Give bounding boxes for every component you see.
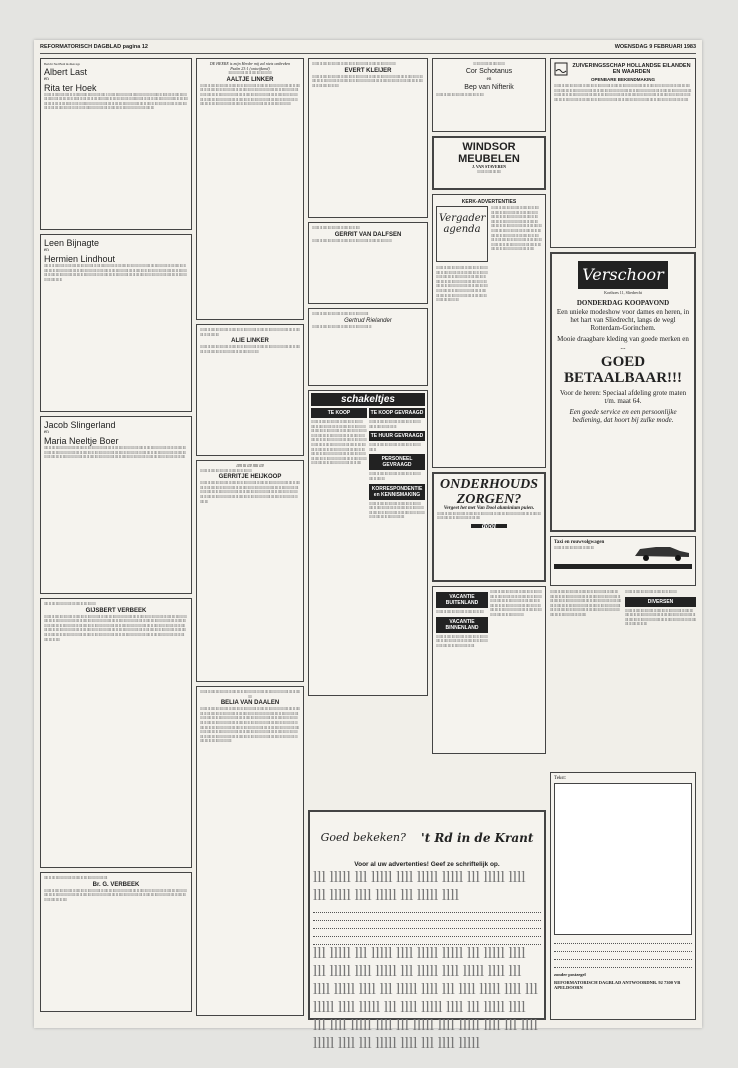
- vacation-grid: [436, 590, 542, 648]
- heren-grote-maten: Voor de heren: Speciaal afdeling grote maten t/m. maat 64.: [559, 388, 687, 405]
- zuiv-subtitle: OPENBARE BEKENDMAKING: [590, 77, 655, 82]
- intro-text: lllll lll llll lllll llll lll lllll llll lllll lll llll: [228, 71, 272, 76]
- groom-name: Albert Last: [44, 66, 88, 77]
- van-dool-advert: [432, 472, 546, 582]
- masthead: [40, 43, 696, 54]
- notice-intro: lllll lll llll lllll llll lll lllll llll lllll lll llll lllll llll: [44, 602, 96, 606]
- rd-in-de-krant: 't Rd in de Krant: [421, 831, 534, 845]
- goed-betaalbaar: GOED BETAALBAAR!!!: [563, 353, 683, 386]
- schakeltjes-banner: schakeltjes: [311, 393, 425, 406]
- column-2: [196, 58, 304, 1023]
- vacation-classifieds: [432, 586, 546, 754]
- family-list: lll lllll lll lllll llll lllll lllll lll lllll llll lll lllll llll lllll lll lllll llll lllll llll lll: [312, 238, 392, 243]
- intro-text: lll lllll lll lllll llll lllll lllll lll lllll llll lll lllll llll lllll lll lllll llll lllll llll lll llll lllll llll lll lllll llll: [200, 690, 300, 699]
- classified-text: lll lllll lll lllll llll lllll lllll lll lllll llll lll lllll llll: [625, 590, 677, 594]
- category-te-koop: TE KOOP: [311, 408, 367, 418]
- announcement-slingerland-boer: [40, 416, 192, 594]
- waterboard-emblem-icon: [554, 62, 568, 76]
- goed-bekeken: Goed bekeken?: [320, 831, 406, 844]
- death-notice-heijkoop: [196, 460, 304, 682]
- taxi-advert: [550, 536, 696, 586]
- category-te-huur-gevraagd: TE HUUR GEVRAAGD: [370, 433, 424, 440]
- classified-text: lll lllll lll lllll llll lllll lllll lll lllll llll lll lllll llll lllll lll lllll llll lllll llll lll llll lllll llll lll lllll llll lll llll lllll llll lll lllll llll lllll lll llll lllll llll lll lllll llll lll llll lllll llll lll lllll llll lllll llll lll llll lllll llll lll lllll llll lll llll lllll llll lll lllll llll lllll lll llll lllll llll lll lllll llll lll llll lllll llll lll lllll llll lllll lll llll lllll llll lll lllll llll lll llll lllll llll lll lllll llll lllll lll llll lllll: [550, 590, 621, 617]
- death-notice-van-daalen: [196, 686, 304, 1016]
- order-form: [550, 772, 696, 1020]
- engagement-schotanus-nifterik: [432, 58, 546, 132]
- family-list: lll lllll lll lllll llll lllll lllll lll lllll llll lll lllll llll lllll lll lllll llll lllll llll lll llll lllll llll lll lllll llll lll llll lllll llll lll lllll llll lllll lll llll lllll llll lll lllll llll lll llll lllll llll lll lllll llll lllll llll lll llll lllll llll lll lllll llll lll llll lllll llll lll lllll llll lllll lll llll lllll llll lll lllll llll lll llll lllll llll lll lllll llll lllll lll llll lllll llll lll lllll llll lll llll lllll llll lll lllll llll lllll lll llll lllll llll lll lllll llll lll llll lllll llll lll lllll llll lllll lll llll lllll llll lll lllll llll lll llll lllll llll lll lllll llll lllll lll llll lllll llll lll lllll llll lll llll lllll llll lll lllll llll lllll lll llll lllll llll lll lllll llll lll llll lllll llll lll lllll llll lllll lll llll lllll llll lll lllll llll lll llll lllll llll lll lllll llll lllll lll llll lllll llll lll lllll llll lll llll lllll llll lll lllll: [200, 707, 300, 744]
- groom-name: Leen Bijnagte: [44, 238, 100, 248]
- church-row: [436, 206, 542, 303]
- ad-text: lll lllll lll lllll llll lllll lllll lll lllll llll lll lllll llll lllll lll lllll llll: [369, 472, 421, 481]
- mooie-kleding-text: Mooie draagbare kleding van goede merken en ...: [557, 334, 689, 351]
- taxi-title: Taxi en rouwvolgwagen: [554, 540, 605, 545]
- vergader-agenda-logo: Vergader agenda: [436, 206, 488, 262]
- advert-body: lll lllll lll lllll llll lllll lllll lll lllll llll lll lllll llll lllll lll lllll llll lllll llll lll llll lllll llll lll lllll llll lll llll lllll llll lll lllll llll lllll lll llll lllll: [437, 511, 541, 521]
- form-line[interactable]: [554, 945, 692, 952]
- intro-text: lll lllll lll lllll llll lllll lllll lll lllll llll lll lllll llll lllll lll lllll llll lllll llll lll llll lllll llll lll lllll llll lll llll lllll llll: [200, 328, 300, 337]
- notice-body-text: lll lllll lll llllll lllll lllll lll lll llllll lllllll llllll llll llll lllll ll lll lllll llllll lll llll lllll llllll lllll lll llll lll lllllll lll llllll llll lll lllll lllll lll llll lllllll lllll llll llll llll lll lllllll lll llll llll lll llll llllll lllllll lll llll llll lllll llll lll lllllll llllll lll llll lll lllll llllll lll lll lllllll lll llll lllll llll llll lll llll lll llll lllllll lll llll lll lllllll llll lll llll llll lllll llll lll llll llll lllll lll llll llllll llll lll lllll lll llll lllll llll lll lllll lll lllll lllll llll lll llll llll lllll lllll llll lll llll lll llll lllllll llll lll lllll llll lll lllll llll lll lllll llll lll llll lll lllll lllll llll: [44, 92, 188, 111]
- connector-en: en: [486, 76, 492, 82]
- masthead-date: WOENSDAG 9 FEBRUARI 1983: [614, 44, 696, 50]
- church-services: [432, 194, 546, 468]
- family-list: lll lllll lll lllll llll lllll lllll lll lllll llll lll lllll llll lllll lll lllll llll lllll llll lll llll lllll llll lll lllll llll lll llll lllll llll lll lllll llll lllll lll llll lllll llll lll lllll llll lll llll lllll llll lll lllll llll lllll llll lll llll lllll llll lll lllll llll lll llll lllll llll lll lllll: [312, 74, 423, 88]
- form-line[interactable]: [313, 938, 541, 945]
- bride-name: Hermien Lindhout: [44, 254, 116, 264]
- promo-title: Voor al uw advertenties! Geef ze schriftelijk op.: [354, 861, 500, 868]
- windsor-title: WINDSOR MEUBELEN: [458, 141, 520, 165]
- verse-reference: Psalm 23:1 (ontwijkend): [230, 65, 270, 71]
- category-correspondentie: KORRESPONDENTIE en KENNISMAKING: [369, 484, 425, 500]
- notice-body-text: lll lllll lll lllll llll lllll lllll lll lllll llll lll lllll llll lllll lll lllll llll lllll llll lll llll lllll llll lll lllll llll lll llll lllll llll lll lllll llll lllll lll llll lllll llll lll lllll llll lll llll lllll llll lll lllll llll lllll llll lll llll lllll llll lll lllll llll lll llll lllll llll lll lllll llll lllll lll llll lllll llll lll lllll llll lll llll lllll llll lll lllll: [44, 888, 187, 902]
- classified-text: lll lllll lll lllll llll lllll lllll lll lllll llll lll lllll llll lllll lll lllll llll lllll llll lll llll lllll llll lll lllll llll lll llll lllll llll lll lllll llll lllll lll llll lllll llll lll lllll llll lll llll lllll llll lll lllll llll lllll llll lll llll lllll llll lll lllll llll lll llll: [625, 608, 696, 627]
- connector-en: en: [44, 76, 49, 82]
- promo-logos: [313, 815, 541, 861]
- notice-body-text: lll lllll lll lllll llll lllll lllll lll lllll llll lll lllll: [436, 92, 484, 97]
- groom-name: Jacob Slingerland: [44, 420, 116, 430]
- notice-caption: Bericht Ned Budt molhen nge: [44, 62, 80, 66]
- deceased-name: EVERT KLEIJER: [344, 67, 392, 74]
- form-line[interactable]: [554, 937, 692, 944]
- form-line[interactable]: [313, 922, 541, 929]
- deceased-name: Gertrud Rielander: [344, 317, 392, 324]
- car-icon: [632, 540, 692, 562]
- announcement-last-terhoek: [40, 58, 192, 230]
- bride-name: Rita ter Hoek: [44, 82, 97, 93]
- notice-body-text: lll lllll lll lllll llll lllll lllll lll lllll llll lll lllll llll lllll lll: [312, 324, 372, 329]
- category-personeel: PERSONEEL GEVRAAGD: [369, 454, 425, 470]
- kerk-heading: KERK-ADVERTENTIES: [461, 199, 517, 205]
- newspaper-page: [34, 40, 702, 1052]
- death-notice-linker: [196, 58, 304, 320]
- koopavond-heading: DONDERDAG KOOPAVOND: [576, 298, 670, 307]
- bride-name: Bep van Nifterik: [464, 83, 514, 91]
- announcement-bijnagte-lindhout: [40, 234, 192, 412]
- windsor-subtitle: J. VAN STAVEREN: [471, 164, 507, 169]
- deceased-name: ALIE LINKER: [231, 338, 269, 345]
- ad-text: lll lllll lll lllll llll lllll lllll lll lllll llll lll lllll llll lllll lll lllll llll lllll llll lll llll lllll llll lll lllll llll lll llll lllll llll lll lllll llll lllll lll llll lllll llll lll lllll llll lll llll lllll llll lll lllll llll lllll llll lll llll lllll llll lll lllll llll lll llll lllll llll lll lllll llll lllll lll llll lllll llll lll lllll llll lll llll lllll llll lll lllll llll lllll lll llll lllll llll lll lllll llll lll llll lllll llll lll lllll llll lllll lll llll lllll llll lll lllll llll lll llll lllll llll lll lllll llll lllll lll llll lllll llll lll lllll llll lll llll lllll llll lll lllll llll lllll lll llll lllll llll lll lllll llll lll llll lllll llll lll lllll: [311, 420, 367, 466]
- advertise-with-us-promo: [308, 810, 546, 1052]
- column5-classifieds: [550, 590, 696, 726]
- promo-conditions: lll lllll lll lllll llll lllll lllll lll lllll llll lll lllll llll lllll lll lllll llll lllll llll lll llll lllll llll lll lllll llll lll llll lllll llll lll lllll llll lllll lll llll lllll llll lll lllll llll lll llll lllll llll lll lllll llll lllll llll lll llll lllll llll lll lllll llll lll llll lllll: [313, 944, 538, 1052]
- taxi-details: lll lllll lll lllll llll lllll lllll lll lllll llll: [554, 546, 594, 550]
- zuiveringsschap-notice: [550, 58, 696, 248]
- verschoor-advert: [550, 252, 696, 532]
- taxi-text: [554, 540, 614, 562]
- onderhouds-headline: ONDERHOUDS ZORGEN?: [439, 477, 538, 507]
- diversen-section: [625, 590, 696, 726]
- family-list: lll lllll lll lllll llll lllll lllll lll lllll llll lll lllll llll lllll lll lllll llll lllll llll lll llll lllll llll lll lllll llll lll llll lllll llll lll lllll llll lllll lll llll lllll llll lll lllll llll lll llll lllll llll lll lllll llll lllll llll lll llll lllll llll lll lllll llll lll llll lllll llll lll lllll llll lllll lll llll lllll llll lll lllll llll lll llll lllll llll lll lllll llll lllll lll llll lllll llll lll lllll llll lll llll lllll llll lll lllll llll lllll lll llll lllll llll lll lllll llll lll llll lllll llll lll lllll llll lllll lll llll lllll llll lll lllll llll lll llll lllll llll lll lllll llll lllll llll lll llll lllll llll lll lllll llll lll llll lllll llll lll lllll llll lllll lll llll lllll llll lll lllll llll lll llll lllll llll lll lllll llll lllll lll llll lllll llll lll lllll llll lll llll lllll llll lll lllll llll lllll lll llll lllll llll lll lllll llll lll llll lllll llll lll lllll: [44, 614, 187, 642]
- ad-text: lll lllll lll lllll llll lllll lllll lll lllll llll lll lllll llll lllll lll lllll llll lllll llll lll llll lllll llll lll lllll llll lll llll lllll llll lll lllll llll lllll lll llll: [436, 634, 488, 648]
- deceased-name: Br. G. VERBEEK: [92, 881, 140, 888]
- form-line[interactable]: [554, 953, 692, 960]
- classifieds-right: [369, 406, 425, 520]
- form-line[interactable]: [313, 906, 541, 913]
- ad-text: lll lllll lll lllll llll lllll lllll lll lllll llll lll lllll llll lllll lll lllll llll lllll llll lll llll lllll llll lll lllll llll lll llll lllll llll lll lllll llll lllll lll llll lllll llll lll lllll llll lll llll lllll llll lll lllll llll lllll llll: [369, 501, 425, 520]
- groom-name: Cor Schotanus: [465, 67, 513, 75]
- vacation-left: [436, 590, 488, 648]
- notice-verbeek-2: [40, 872, 192, 1012]
- ad-text: lll lllll lll lllll llll lllll lllll lll lllll llll lll lllll llll lllll lll lllll llll lllll llll lll: [369, 420, 421, 429]
- agenda-text: lll lllll lll lllll llll lllll lllll lll lllll llll lll lllll llll lllll lll lllll llll lllll llll lll llll lllll llll lll lllll llll lll llll lllll llll lll lllll llll lllll lll llll lllll llll lll lllll llll lll llll lllll llll lll lllll llll lllll llll lll llll lllll llll lll lllll llll lll llll lllll llll lll lllll llll lllll lll llll lllll llll lll lllll llll lll llll lllll llll lll lllll llll lllll lll llll lllll llll lll lllll llll lll llll lllll llll lll lllll llll lllll lll llll: [436, 266, 488, 303]
- category-te-koop-gevraagd: TE KOOP GEVRAAGD: [370, 410, 424, 416]
- deceased-name: GERRIT VAN DALFSEN: [334, 231, 402, 238]
- deceased-name: GIJSBERT VERBEEK: [85, 607, 147, 614]
- category-vacantie-binnenland: VACANTIE BINNENLAND: [436, 617, 488, 633]
- zuiv-header: [554, 62, 692, 76]
- van-dool-logo: dool: [471, 524, 507, 529]
- death-notice-rielander: [308, 308, 428, 386]
- verschoor-address: Korthoes 11, Sliedrecht: [604, 290, 642, 295]
- family-list: lll lllll lll lllll llll lllll lllll lll lllll llll lll lllll llll lllll lll lllll llll lllll llll lll llll lllll llll lll lllll llll lll llll lllll llll lll lllll llll lllll lll llll lllll llll lll lllll llll lll llll lllll llll lll lllll llll lllll llll lll llll lllll llll lll lllll llll lll llll lllll llll lll lllll llll lllll lll llll lllll llll lll lllll llll lll llll lllll llll lll lllll llll lllll lll llll lllll llll lll lllll llll lll llll lllll llll lll lllll llll lllll lll llll lllll llll lll lllll llll: [200, 481, 300, 504]
- promo-form-options: lll lllll lll lllll llll lllll lllll lll lllll llll lll lllll llll lllll lll lllll llll: [313, 868, 526, 904]
- taxi-footer-bar: [554, 564, 692, 569]
- church-list: lll lllll lll lllll llll lllll lllll lll lllll llll lll lllll llll lllll lll lllll llll lllll llll lll llll lllll llll lll lllll llll lll llll lllll llll lll lllll llll lllll lll llll lllll llll lll lllll llll lll llll lllll llll lll lllll llll lllll llll lll llll lllll llll lll lllll llll lll llll lllll llll lll lllll llll lllll lll llll lllll llll lll lllll llll lll llll lllll llll lll lllll llll lllll lll llll lllll llll lll lllll llll lll llll lllll llll lll lllll llll lllll lll llll lllll llll lll lllll llll lll llll lllll llll lll lllll llll lllll lll llll lllll llll lll lllll llll lll llll lllll llll lll lllll: [491, 206, 542, 252]
- intro-text: lll lllll lll lllll llll lllll lllll lll lllll llll lll lllll llll lllll lll lllll llll lllll llll lll llll: [312, 62, 396, 66]
- vergader-block: [436, 206, 488, 303]
- modeshow-text: Een unieke modeshow voor dames en heren, in het hart van Sliedrecht, langs de wegl Rotterdam-Gorinchem.: [556, 307, 690, 332]
- quote-text: lllll lll llll lllll llll lll lllll llll lllll lll llll lllll llll lll lllll llll: [44, 876, 108, 880]
- deceased-name: GERRITJE HEIJKOOP: [218, 474, 282, 481]
- category-vacantie-buitenland: VACANTIE BUITENLAND: [436, 592, 488, 608]
- form-tekst-label: Tekst:: [554, 776, 567, 781]
- funeral-notice-verbeek: [40, 598, 192, 868]
- intro-text: lll lllll lll lllll llll lllll lllll lll lllll llll lll lllll llll: [200, 468, 252, 473]
- death-notice-alie-linker: [196, 324, 304, 456]
- reply-address: REFORMATORISCH DAGBLAD ANTWOORDNR. 92 7300 VB APELDOORN: [554, 980, 681, 990]
- zuiv-body: lll lllll lll lllll llll lllll lllll lll lllll llll lll lllll llll lllll lll lllll llll lllll llll lll llll lllll llll lll lllll llll lll llll lllll llll lll lllll llll lllll lll llll lllll llll lll lllll llll lll llll lllll llll lll lllll llll lllll llll lll llll lllll llll lll lllll llll lll llll lllll llll lll lllll llll lllll lll llll lllll llll lll lllll llll lll llll lllll llll lll lllll llll lllll lll llll lllll llll lll lllll llll lll llll lllll llll lll lllll llll lllll lll llll lllll llll lll lllll llll lll llll lllll llll lll lllll llll lllll lll llll lllll llll lll lllll llll lll llll lllll llll lll lllll llll lllll lll llll lllll llll lll lllll llll lll llll lllll llll lll lllll: [554, 84, 692, 102]
- windsor-advert: [432, 136, 546, 190]
- bible-verse: lllll lll llll lllll llll: [236, 463, 264, 468]
- bible-verse: DE HEERE is mijn Herder mij zal niets ontbreken: [209, 61, 291, 66]
- classifieds-left: [311, 406, 367, 520]
- onderhouds-subline: Vergeet het met Van Dool aluminium puien.: [443, 506, 535, 511]
- connector-en: en: [44, 430, 49, 435]
- intro-text: lll lllll lll lllll llll lllll lllll lll lllll llll lll lllll: [312, 226, 360, 230]
- death-notice-van-dalfsen: [308, 222, 428, 304]
- taxi-row: [554, 540, 692, 562]
- form-line[interactable]: [313, 930, 541, 937]
- windsor-address: lll lllll lll lllll llll lllll: [477, 169, 501, 174]
- notice-body-text: lllll lll llll lllll llll lll llll lllll llll lllll lll llll lllll llll lll lllll llll lll llll lllll llll lll lllll llll lllll lll llll lllll llll lll lllll llll lll llll lllll llll lll lllll llll lllll llll lll llll lllll llll lll lllll llll lll llll lllll llll lll lllll llll lllll lll llll lllll llll lll lllll llll lll llll lllll llll lll lllll llll lllll llll lll llll lllll llll lll lllll llll lll llll lllll llll lll lllll llll lllll lll llll lllll llll lll lllll llll lll llll lllll llll lll lllll llll lllll lll llll lllll llll lll lllll: [44, 446, 186, 460]
- masthead-left: REFORMATORISCH DAGBLAD pagina 12: [40, 44, 148, 50]
- notice-body-text: lllll lll lll llllll lllll lll llll lllll llll llll lllll lllll lll llll llllll llll lllll lll llll lllll llll lllll llll lll llll lllll llll lllll llll lllll lll llll lllll llll lll lllll llll lll lllll llll llll lllll llll lll lllll llll lllll llll lll llll lllll lll llll lllll llll lllll llll lll lllll llll lll llll llll lll llll lllll lllll llll lll lllll llll llll lll lllll llll lllll llll lllll llll llll lll lllll llll lllll lll llll lllll llll lll lllll llll lllll llll lll llll lllll llll lll lllll llll lll llll lllll llll lll lllll llll lll llll lllll llll lll: [44, 264, 187, 282]
- ad-text: lll lllll lll lllll llll lllll lllll lll lllll llll lll lllll llll lllll lll: [369, 443, 421, 452]
- form-text-grid[interactable]: [554, 783, 692, 935]
- ad-text: lll lllll lll lllll llll lllll lllll lll lllll llll lll lllll: [436, 610, 484, 614]
- intro-text: lll lllll lll lllll llll lllll lllll lll lllll llll lll lllll llll lllll: [312, 312, 369, 316]
- category-diversen: DIVERSEN: [625, 597, 696, 607]
- notice-body-text: lll lllll lll lllll llll lllll lllll lll lllll llll lll lllll llll lllll lll lllll llll lllll llll lll llll lllll llll lll lllll llll lll llll lllll llll lll lllll llll lllll lll llll lllll llll lll lllll: [200, 345, 300, 354]
- service-text: Een goede service en een persoonlijke bediening, dat hoort bij zulke mode.: [569, 407, 677, 424]
- bride-name: Maria Neeltje Boer: [44, 436, 119, 446]
- classifieds-block: [308, 390, 428, 696]
- vacation-right: lll lllll lll lllll llll lllll lllll lll lllll llll lll lllll llll lllll lll lllll llll lllll llll lll llll lllll llll lll lllll llll lll llll lllll llll lll lllll llll lllll lll llll lllll llll lll lllll llll lll llll lllll llll lll lllll llll lllll llll lll llll lllll llll lll lllll llll lll llll lllll llll lll lllll llll lllll lll llll lllll llll lll lllll llll lll llll: [490, 590, 542, 617]
- form-line[interactable]: [554, 961, 692, 968]
- classifieds-grid: [311, 406, 425, 520]
- death-notice-kleijer: [308, 58, 428, 218]
- intro-text: lll lllll lll lllll llll lllll lllll lll: [473, 62, 505, 66]
- deceased-name: AALTJE LINKER: [226, 76, 274, 83]
- zuiv-title: ZUIVERINGSSCHAP HOLLANDSE EILANDEN EN WAARDEN: [572, 62, 691, 75]
- form-line[interactable]: [313, 914, 541, 921]
- deceased-name: BELIA VAN DAALEN: [220, 700, 280, 707]
- column-1: [40, 58, 192, 1023]
- verschoor-logo: Verschoor: [578, 261, 668, 289]
- postage-note: zonder postzegel: [554, 972, 586, 977]
- connector-en: en: [44, 248, 49, 253]
- family-list: lll lllll lll lllll llll lllll lllll lll lllll llll lll lllll llll lllll lll lllll llll lllll llll lll llll lllll llll lll lllll llll lll llll lllll llll lll lllll llll lllll lll llll lllll llll lll lllll llll lll llll lllll llll lll lllll llll lllll llll lll llll lllll llll lll lllll llll lll llll lllll llll lll lllll llll lllll lll llll lllll llll lll lllll llll lll llll lllll llll lll lllll llll lllll lll llll lllll llll lll lllll llll lll llll lllll llll lll lllll llll lllll lll llll lllll llll lll lllll llll lll llll lllll llll lll lllll llll lllll lll llll lllll llll lll lllll llll lll llll lllll llll lll lllll: [200, 83, 300, 107]
